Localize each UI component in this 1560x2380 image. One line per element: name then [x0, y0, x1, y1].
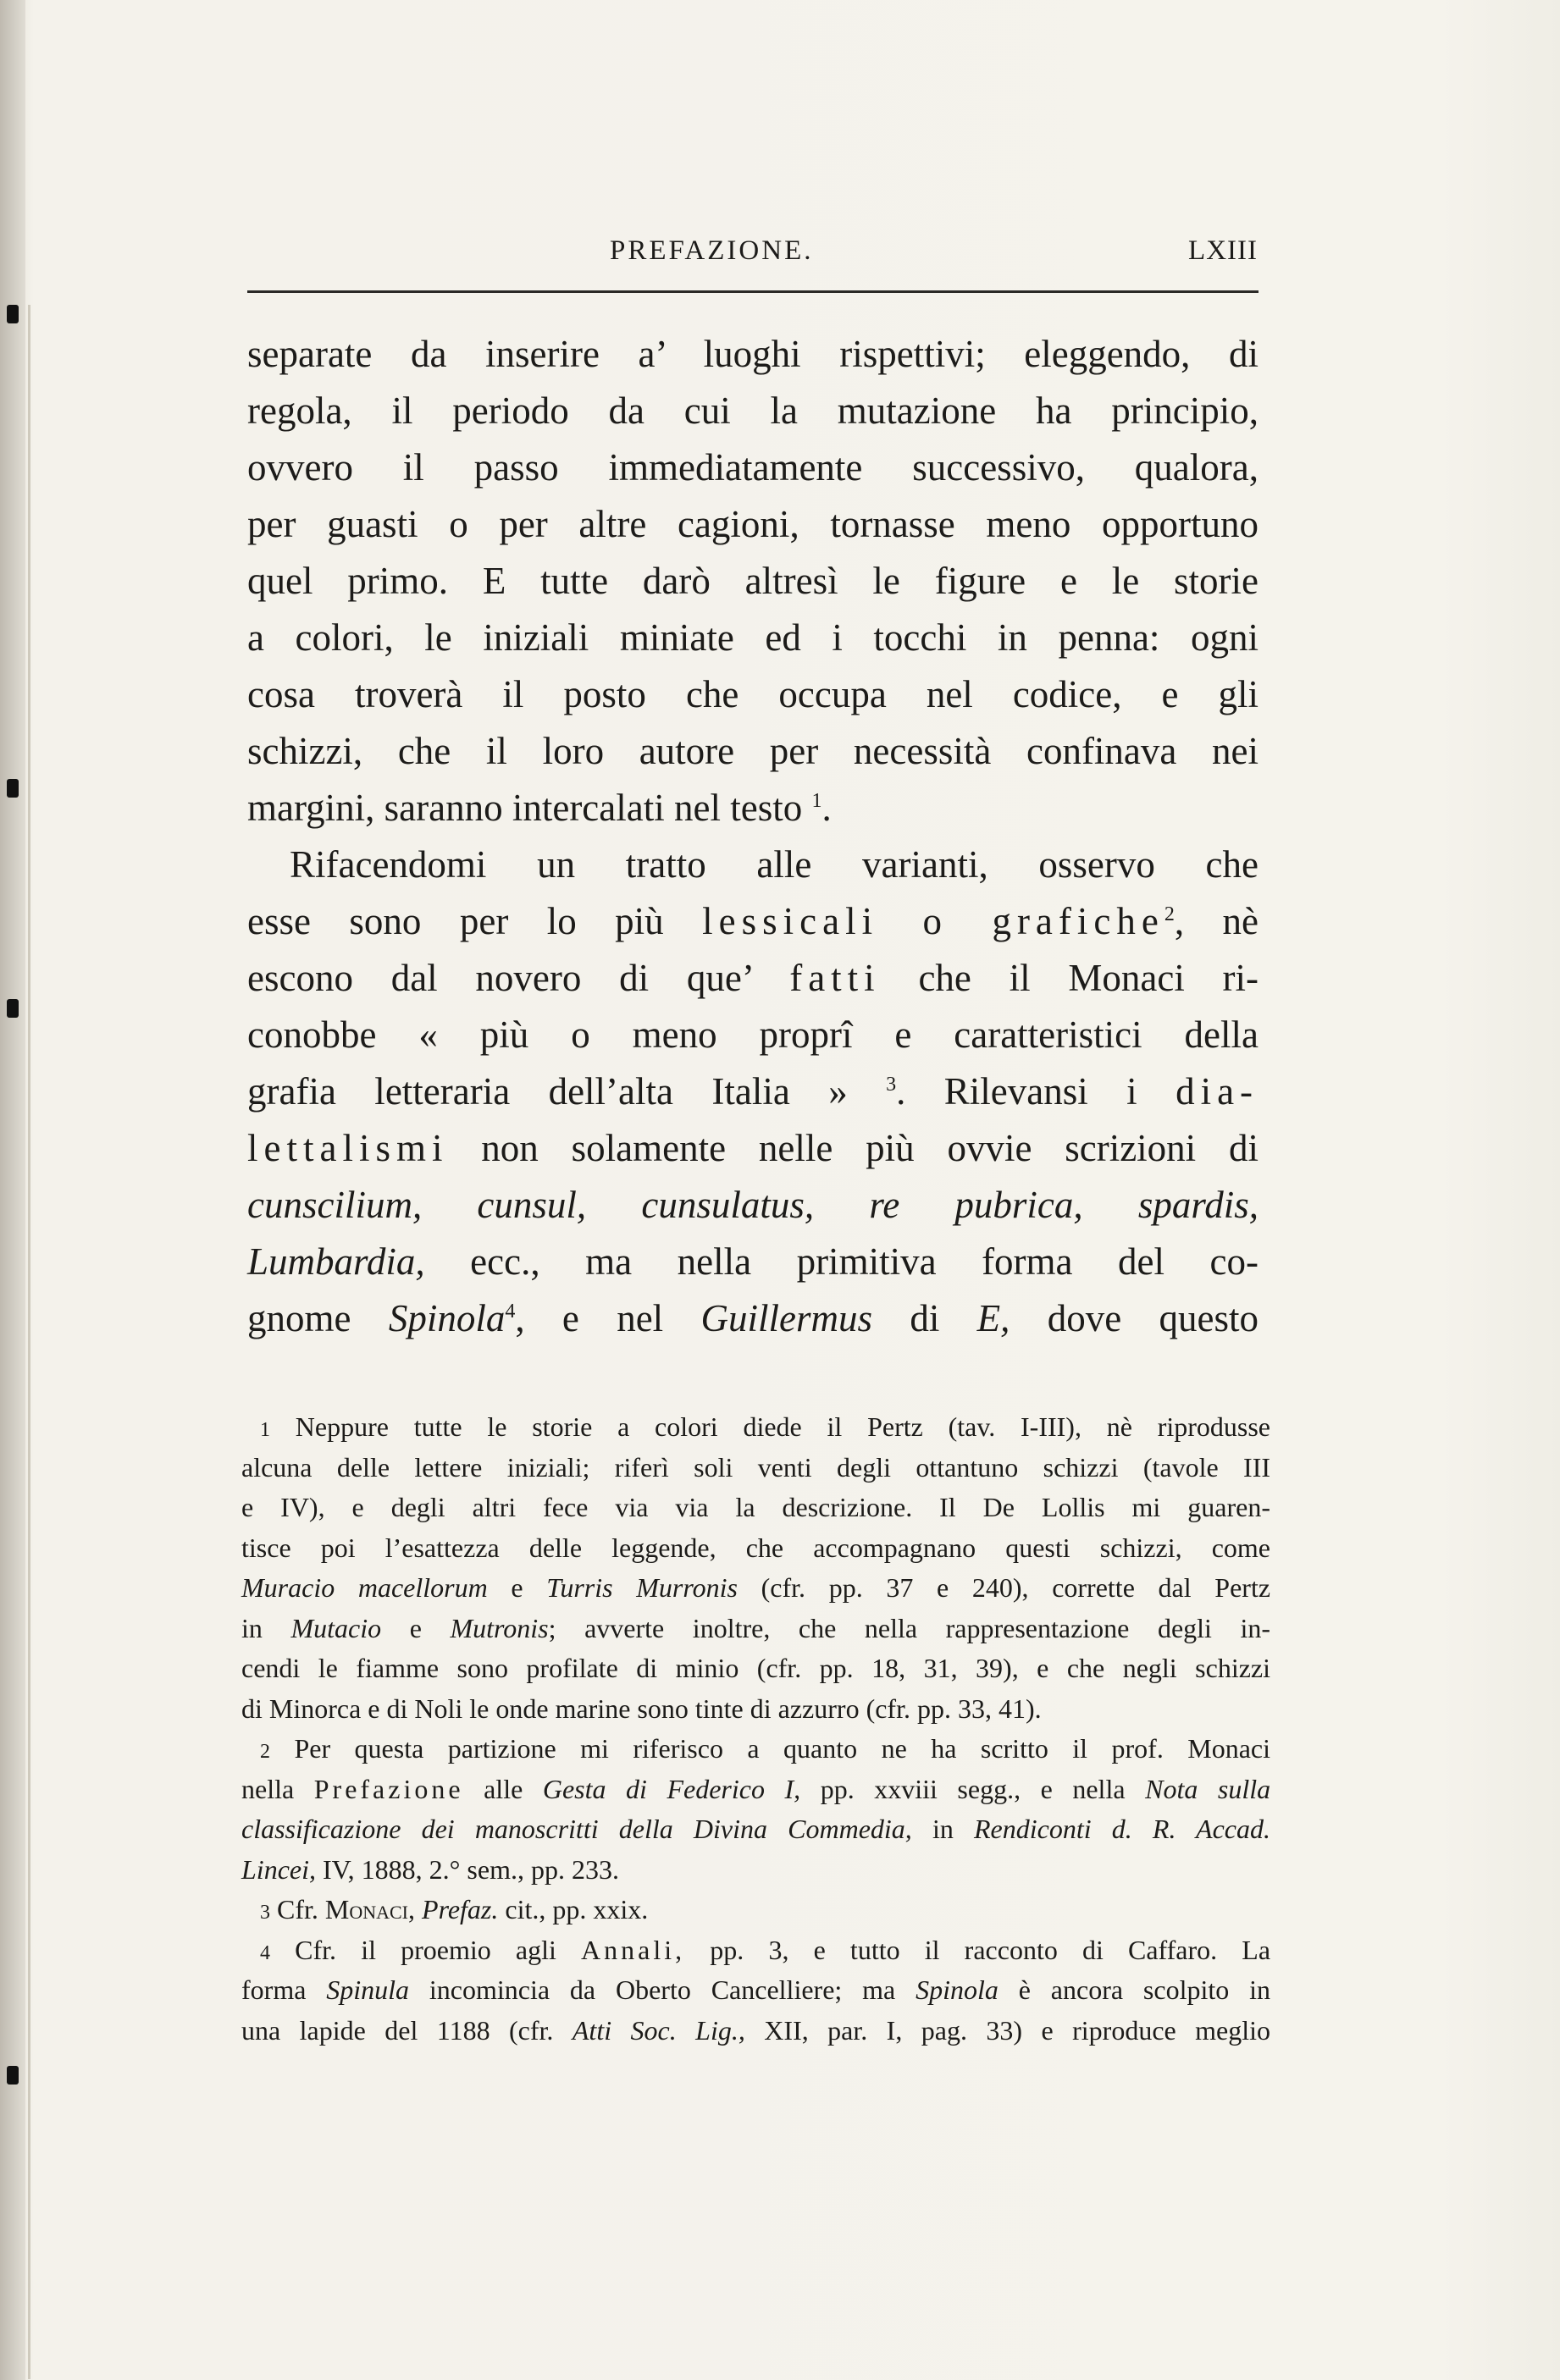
spaced-text: Annali, — [581, 1934, 686, 1965]
footnote-line — [241, 1609, 1270, 1649]
text-line: per guasti o per altre cagioni, tornasse meno opportuno — [247, 503, 1259, 545]
italic-text: Muracio macellorum — [241, 1572, 488, 1603]
footnote-ref: 4 — [505, 1300, 516, 1323]
footnote-text: (cfr. pp. 37 e 240), corrette dal Pertz — [761, 1572, 1271, 1603]
footnote-line — [241, 1407, 1270, 1448]
italic-text: Rendiconti d. R. Accad. — [974, 1814, 1271, 1844]
italic-text: Nota sulla — [1145, 1773, 1271, 1804]
text-segment: di — [910, 1297, 940, 1339]
text-line — [247, 1120, 1259, 1177]
text-segment: escono dal novero di que’ — [247, 957, 752, 999]
text-line: conobbe « più o meno proprî e caratteristici della — [247, 1013, 1259, 1056]
italic-text: Prefaz. — [422, 1894, 499, 1924]
text-line — [247, 1234, 1259, 1290]
binding-stitch — [7, 999, 19, 1018]
footnote-line — [241, 1729, 1270, 1770]
italic-text: E, — [976, 1297, 1010, 1339]
italic-text: Spinola — [916, 1974, 999, 2005]
italic-text: Lincei, — [241, 1853, 316, 1885]
italic-text: Mutronis — [450, 1612, 549, 1643]
footnote-line: e IV), e degli altri fece via via la descrizione. Il De Lollis mi guaren- — [241, 1492, 1270, 1522]
italic-text: Mutacio — [290, 1612, 382, 1643]
spaced-text: fatti — [789, 957, 881, 999]
text-segment: grafia letteraria dell’alta Italia » — [247, 1070, 848, 1113]
footnote-text: forma — [241, 1974, 307, 2005]
footnote-text: una lapide del 1188 (cfr. — [241, 2014, 554, 2046]
main-text — [247, 326, 1259, 1347]
spaced-text: Prefazione — [313, 1773, 464, 1804]
italic-text: Guillermus — [700, 1297, 872, 1339]
spine-fold — [28, 305, 30, 2379]
smallcaps-text: Monaci, — [324, 1894, 416, 1924]
footnote-number: 3 — [260, 1902, 270, 1924]
header-rule — [247, 290, 1259, 293]
footnote-line: cendi le fiamme sono profilate di minio (cfr. pp. 18, 31, 39), e che negli schizzi — [241, 1653, 1270, 1683]
text-segment: non solamente nelle più ovvie scrizioni di — [481, 1127, 1259, 1169]
binding-stitch — [7, 2066, 19, 2085]
running-header — [250, 235, 1258, 274]
text-line — [247, 1290, 1259, 1347]
footnote-text: in — [241, 1612, 263, 1643]
footnote-text: Cfr. — [277, 1894, 318, 1924]
footnote-text: Neppure tutte le storie a colori diede il Pertz (tav. I-III), nè riprodusse — [295, 1411, 1271, 1442]
footnote-text: e — [511, 1572, 523, 1603]
text-segment: gnome — [247, 1297, 351, 1339]
footnote-text: XII, par. I, pag. 33) e riproduce meglio — [764, 2014, 1271, 2046]
footnote-line — [241, 1970, 1270, 2011]
footnote-number: 4 — [260, 1941, 270, 1964]
text-segment: margini, saranno intercalati nel testo — [247, 787, 803, 829]
running-title: PREFAZIONE. — [610, 235, 814, 266]
text-line: separate da inserire a’ luoghi rispettivi; eleggendo, di — [247, 333, 1259, 375]
text-line: regola, il periodo da cui la mutazione ha principio, — [247, 389, 1259, 432]
italic-text: cunscilium, cunsul, cunsulatus, re pubrica, spardis, — [247, 1184, 1259, 1226]
footnote-text: in — [932, 1814, 954, 1844]
footnote-text: Per questa partizione mi riferisco a quanto ne ha scritto il prof. Monaci — [294, 1733, 1271, 1764]
spaced-text: dia- — [1176, 1070, 1259, 1113]
text-segment: , e nel — [515, 1297, 664, 1339]
footnote-text: nella — [241, 1773, 295, 1804]
text-line: ovvero il passo immediatamente successivo, qualora, — [247, 446, 1259, 489]
footnote-text: è ancora scolpito in — [1018, 1974, 1271, 2005]
footnotes — [241, 1407, 1270, 2051]
text-segment: , nè — [1174, 900, 1259, 942]
footnote-text: Cfr. il proemio agli — [295, 1934, 556, 1965]
footnote-number: 1 — [260, 1419, 270, 1441]
text-segment: dove questo — [1047, 1297, 1259, 1339]
footnote-ref: 1 — [811, 790, 822, 812]
footnote-text: e — [409, 1612, 422, 1643]
text-line — [247, 1063, 1259, 1120]
italic-text: Atti Soc. Lig., — [572, 2014, 745, 2046]
text-segment: esse sono per lo più — [247, 900, 664, 942]
footnote-line — [241, 1809, 1270, 1850]
footnote-ref: 3 — [886, 1074, 897, 1096]
footnote-text: pp. xxviii segg., e nella — [820, 1773, 1126, 1804]
text-segment: che il Monaci ri- — [918, 957, 1259, 999]
footnote-text: alle — [484, 1773, 523, 1804]
footnote-line — [241, 1850, 1270, 1891]
book-spine — [0, 0, 25, 2380]
footnote-line — [241, 1890, 1270, 1930]
italic-text: Turris Murronis — [546, 1572, 738, 1603]
italic-text: Spinola — [388, 1297, 506, 1339]
footnote-text: ; avverte inoltre, che nella rappresentazione degli in- — [548, 1612, 1271, 1643]
footnote-line — [241, 1930, 1270, 1971]
footnote-text: incomincia da Oberto Cancelliere; ma — [429, 1974, 896, 2005]
italic-text: classificazione dei manoscritti della Divina Commedia, — [241, 1814, 912, 1844]
page-number: LXIII — [1188, 235, 1258, 266]
italic-text: Spinula — [326, 1974, 410, 2005]
footnote-line: tisce poi l’esattezza delle leggende, che accompagnano questi schizzi, come — [241, 1532, 1270, 1563]
footnote-line — [241, 1770, 1270, 1810]
text-line — [247, 950, 1259, 1007]
footnote-number: 2 — [260, 1741, 270, 1763]
footnote-ref: 2 — [1164, 903, 1175, 925]
italic-text: Lumbardia, — [247, 1240, 425, 1283]
footnote-line — [241, 2011, 1270, 2051]
text-segment: . Rilevansi i — [896, 1070, 1137, 1113]
footnote-text: cit., pp. xxix. — [505, 1894, 649, 1924]
text-line — [247, 1177, 1259, 1234]
text-line: schizzi, che il loro autore per necessità confinava nei — [247, 730, 1259, 772]
text-line: Rifacendomi un tratto alle varianti, osservo che — [290, 843, 1259, 886]
binding-stitch — [7, 305, 19, 323]
text-line: cosa troverà il posto che occupa nel codice, e gli — [247, 673, 1259, 715]
text-line: a colori, le iniziali miniate ed i tocchi in penna: ogni — [247, 616, 1259, 659]
spaced-text: lessicali o grafiche — [702, 900, 1164, 942]
text-line: margini, saranno intercalati nel testo $^1$. — [247, 787, 832, 829]
footnote-text: IV, 1888, 2.° sem., pp. 233. — [322, 1853, 619, 1885]
italic-text: Gesta di Federico I, — [542, 1773, 801, 1804]
text-segment: ecc., ma nella primitiva forma del co- — [470, 1240, 1259, 1283]
footnote-line: di Minorca e di Noli le onde marine sono tinte di azzurro (cfr. pp. 33, 41). — [241, 1693, 1042, 1724]
footnote-line — [241, 1568, 1270, 1609]
text-line: quel primo. E tutte darò altresì le figure e le storie — [247, 560, 1259, 602]
footnote-text: pp. 3, e tutto il racconto di Caffaro. La — [710, 1934, 1271, 1965]
binding-stitch — [7, 779, 19, 798]
footnote-line: alcuna delle lettere iniziali; riferì soli venti degli ottantuno schizzi (tavole III — [241, 1451, 1270, 1483]
spaced-text: lettalismi — [247, 1127, 449, 1169]
text-line — [247, 893, 1259, 950]
